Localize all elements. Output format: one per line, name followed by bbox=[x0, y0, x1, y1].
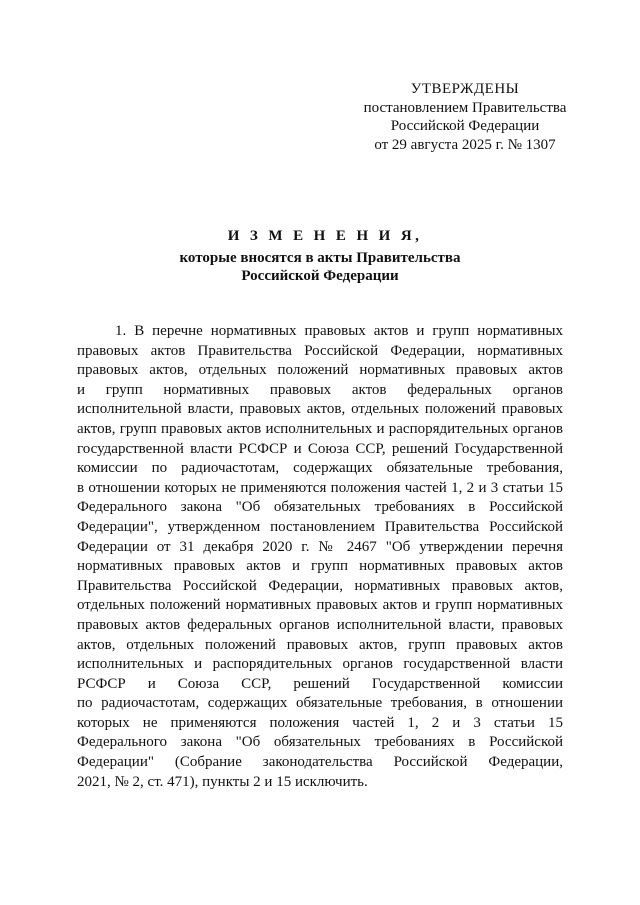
body-line: нормативных правовых актов и групп нормативных правовых актов bbox=[77, 558, 563, 575]
body-line: Федерации", утвержденном постановлением Правительства Российской bbox=[77, 518, 563, 535]
body-line: Правительства Российской Федерации, нормативных правовых актов, bbox=[77, 577, 563, 594]
body-line: отдельных положений нормативных правовых актов и групп нормативных bbox=[77, 597, 563, 614]
approval-line-government: Российской Федерации bbox=[390, 118, 540, 134]
body-line: которых не применяются положения частей 1, 2 и 3 статьи 15 bbox=[77, 714, 563, 731]
approval-line-date-number: от 29 августа 2025 г. № 1307 bbox=[374, 136, 556, 153]
body-line: и групп нормативных правовых актов федеральных органов bbox=[77, 381, 563, 398]
body-line: Федерального закона "Об обязательных требованиях в Российской bbox=[77, 734, 563, 751]
body-line: РСФСР и Союза ССР, решений Государственной комиссии bbox=[77, 675, 563, 692]
document-subtitle-line-1: которые вносятся в акты Правительства bbox=[179, 250, 461, 266]
body-line: Федерального закона "Об обязательных требованиях в Российской bbox=[77, 499, 563, 516]
body-line: Федерации от 31 декабря 2020 г. № 2467 "Об утверждении перечня bbox=[77, 538, 563, 555]
approval-stamp-block bbox=[340, 80, 590, 154]
document-subtitle-line-2: Российской Федерации bbox=[241, 267, 399, 284]
body-line: правовых актов федеральных органов исполнительной власти, правовых bbox=[77, 616, 563, 633]
body-line: исполнительной власти, правовых актов, отдельных положений правовых bbox=[77, 401, 563, 418]
document-heading bbox=[0, 226, 640, 285]
body-paragraph bbox=[77, 322, 563, 792]
body-line: актов, отдельных положений правовых актов, групп правовых актов bbox=[77, 636, 563, 653]
body-line: Федерации" (Собрание законодательства Российской Федерации, bbox=[77, 754, 563, 771]
body-line: 1. В перечне нормативных правовых актов и групп нормативных bbox=[115, 323, 563, 339]
approval-title: УТВЕРЖДЕНЫ bbox=[410, 81, 520, 97]
body-line: государственной власти РСФСР и Союза ССР, решений Государственной bbox=[77, 440, 563, 457]
body-line: правовых актов Правительства Российской Федерации, нормативных bbox=[77, 342, 563, 359]
body-line: правовых актов, отдельных положений нормативных правовых актов bbox=[77, 362, 563, 379]
body-line: в отношении которых не применяются положения частей 1, 2 и 3 статьи 15 bbox=[77, 479, 563, 496]
body-line: исполнительных и распорядительных органов государственной власти bbox=[77, 656, 563, 673]
body-line: по радиочастотам, содержащих обязательные требования, в отношении bbox=[77, 695, 563, 712]
document-title: И З М Е Н Е Н И Я, bbox=[227, 228, 423, 244]
body-line: 2021, № 2, ст. 471), пункты 2 и 15 исключить. bbox=[77, 773, 368, 790]
body-line: актов, групп правовых актов исполнительных и распорядительных органов bbox=[77, 420, 563, 437]
body-line: комиссии по радиочастотам, содержащих обязательные требования, bbox=[77, 460, 563, 477]
approval-line-decree: постановлением Правительства bbox=[363, 99, 567, 116]
